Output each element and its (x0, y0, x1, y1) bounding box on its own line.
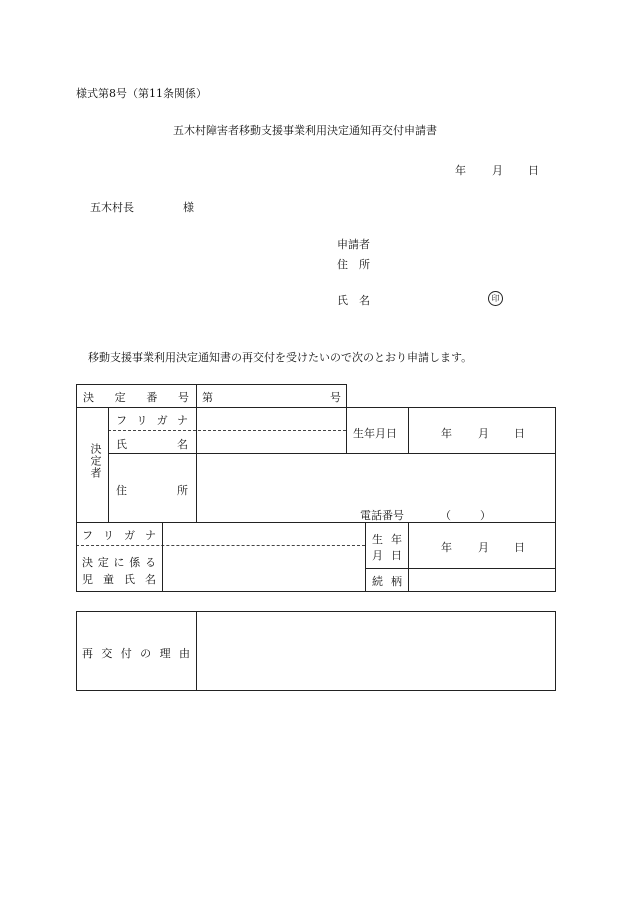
decision-number-label: 決 定 番 号 (83, 391, 189, 404)
birthdate-month: 月 (478, 427, 489, 440)
form-number: 様式第8号（第11条関係） (76, 87, 207, 100)
birthdate-day: 日 (514, 427, 525, 440)
application-statement: 移動支援事業利用決定通知書の再交付を受けたいので次のとおり申請します。 (88, 351, 473, 364)
address-label: 住 所 (116, 484, 188, 497)
reason-field[interactable] (197, 612, 555, 690)
date-month: 月 (492, 164, 503, 177)
name-field[interactable] (197, 431, 346, 453)
child-birth-label-line2: 月 日 (372, 549, 402, 562)
child-birth-year: 年 (441, 541, 452, 554)
addressee-honorific: 様 (183, 201, 194, 214)
address-field[interactable] (197, 454, 555, 504)
phone-paren-close: ） (480, 509, 491, 522)
child-name-label-line1: 決 定 に 係 る (82, 556, 156, 569)
child-furigana-label: フ リ ガ ナ (82, 529, 156, 542)
phone-paren-open: （ (440, 509, 451, 522)
seal-mark: 印 (488, 291, 503, 306)
decision-number-suffix: 号 (330, 391, 341, 404)
relation-field[interactable] (409, 569, 555, 591)
birthdate-year: 年 (441, 427, 452, 440)
applicant-address-label: 住 所 (337, 258, 370, 271)
child-name-label-line2: 児 童 氏 名 (82, 573, 156, 586)
birthdate-label: 生年月日 (353, 427, 397, 440)
furigana-field[interactable] (197, 408, 346, 430)
addressee: 五木村長 (90, 201, 134, 214)
decision-number-prefix: 第 (202, 391, 213, 404)
name-label: 氏 名 (116, 438, 188, 451)
relation-label: 続 柄 (372, 575, 402, 588)
applicant-name-label: 氏 名 (337, 294, 370, 307)
date-day: 日 (528, 164, 539, 177)
child-birth-month: 月 (478, 541, 489, 554)
child-birth-day: 日 (514, 541, 525, 554)
decided-person-label: 決定者 (89, 443, 102, 479)
document-title: 五木村障害者移動支援事業利用決定通知再交付申請書 (173, 124, 437, 137)
reason-label: 再 交 付 の 理 由 (82, 647, 190, 660)
furigana-label: フ リ ガ ナ (116, 414, 188, 427)
date-year: 年 (455, 164, 466, 177)
child-name-field[interactable] (163, 546, 365, 591)
child-birth-label-line1: 生 年 (372, 533, 402, 546)
phone-label: 電話番号 (360, 509, 404, 522)
child-furigana-field[interactable] (163, 523, 365, 545)
applicant-label: 申請者 (337, 238, 370, 251)
